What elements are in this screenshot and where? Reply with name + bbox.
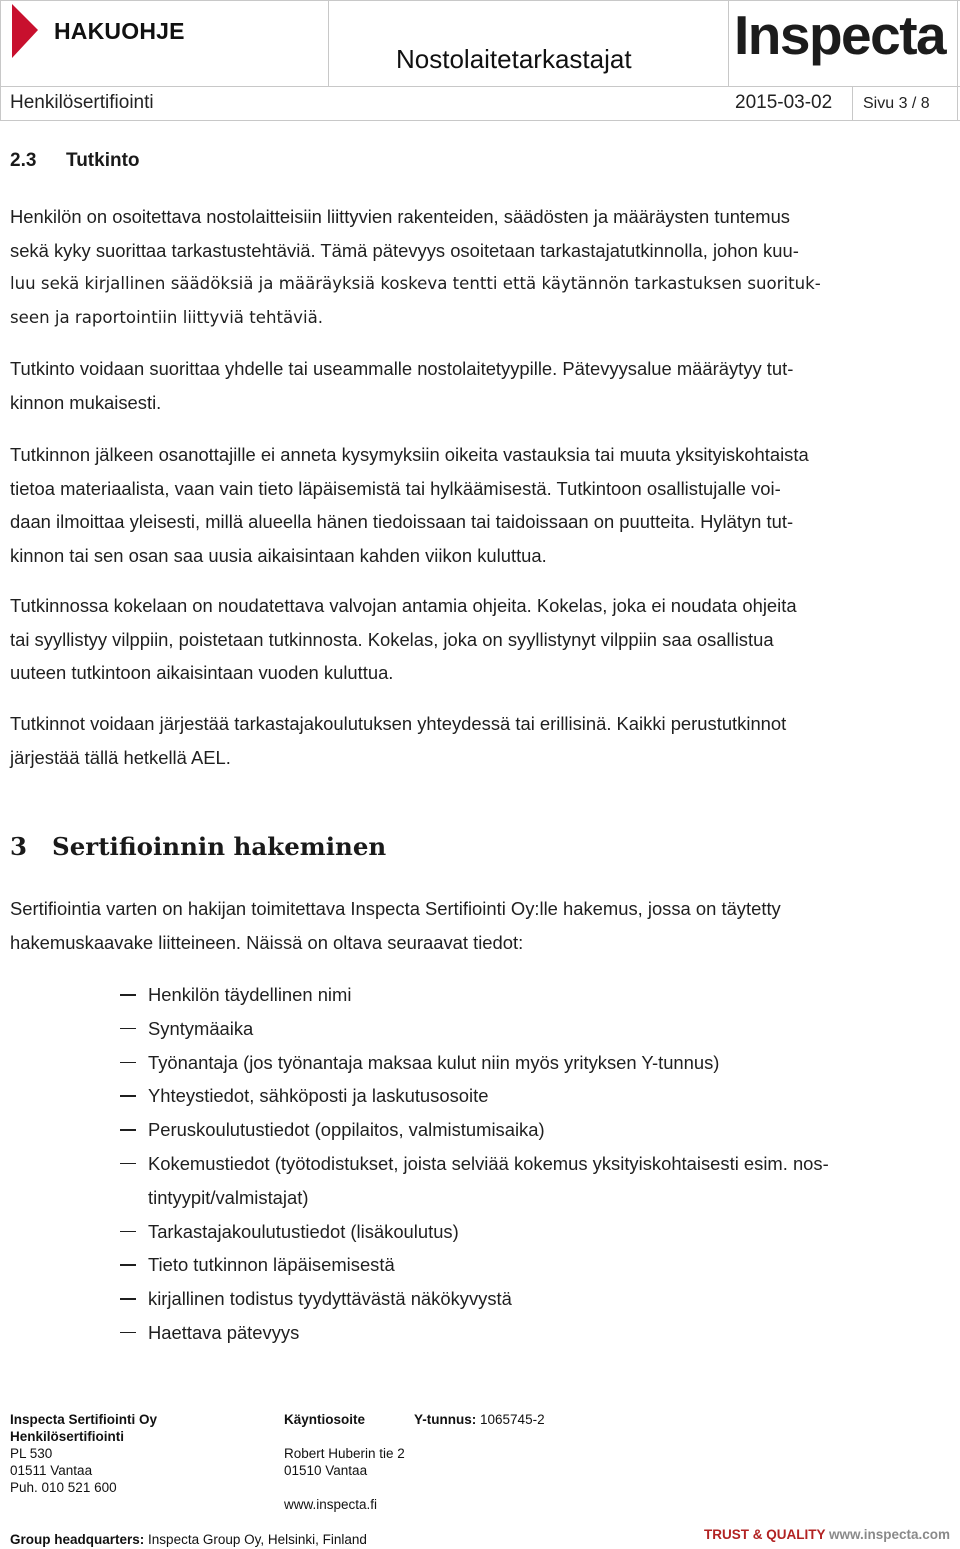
- section-heading-2-3: [10, 150, 140, 172]
- inspecta-logo: Inspecta: [734, 4, 946, 66]
- list-item: [120, 1316, 950, 1350]
- paragraph-requirements: [10, 200, 950, 334]
- list-item-text: kirjallinen todistus tyydyttävästä näkökyvystä: [148, 1288, 512, 1310]
- page-number: Sivu 3 / 8: [863, 95, 930, 112]
- header-divider: [328, 0, 329, 86]
- paragraph-line: hakemuskaavake liitteineen. Näissä on oltava seuraavat tiedot:: [10, 931, 524, 953]
- list-item: [120, 1046, 950, 1080]
- paragraph-line: tietoa materiaalista, vaan vain tieto läpäisemistä tai hylkäämisestä. Tutkintoon osallistujalle voi-: [10, 477, 781, 499]
- paragraph-conduct: [10, 589, 950, 690]
- footer-headquarters: [10, 1532, 367, 1547]
- list-item: [120, 1147, 950, 1215]
- dash-bullet-icon: [120, 1231, 136, 1233]
- paragraph-line: luu sekä kirjallinen säädöksiä ja määräyksiä koskeva tentti että käytännön tarkastuksen suorituk-: [10, 274, 821, 293]
- dash-bullet-icon: [120, 1129, 136, 1131]
- list-item-text: Tarkastajakoulutustiedot (lisäkoulutus): [148, 1220, 459, 1242]
- paragraph-line: sekä kyky suorittaa tarkastustehtäviä. Tämä pätevyys osoitetaan tarkastajatutkinnolla, johon kuu-: [10, 239, 799, 261]
- header-border-right: [957, 0, 958, 121]
- section-title: Sertifioinnin hakeminen: [52, 832, 387, 861]
- footer-po-box: PL 530: [10, 1446, 53, 1461]
- footer-street: Robert Huberin tie 2: [284, 1446, 405, 1461]
- header-divider: [852, 86, 853, 120]
- list-item-text: Työnantaja (jos työnantaja maksaa kulut niin myös yrityksen Y-tunnus): [148, 1051, 720, 1073]
- paragraph-line: Tutkinto voidaan suorittaa yhdelle tai useammalle nostolaitetyypille. Pätevyysalue määräytyy tut-: [10, 358, 794, 379]
- paragraph-line: Tutkinnossa kokelaan on noudatettava valvojan antamia ohjeita. Kokelas, joka ei noudata ohjeita: [10, 595, 797, 616]
- list-item-text: Henkilön täydellinen nimi: [148, 984, 352, 1005]
- paragraph-scope: [10, 352, 950, 419]
- dash-bullet-icon: [120, 1264, 136, 1266]
- footer-phone: Puh. 010 521 600: [10, 1480, 117, 1495]
- list-item: [120, 1012, 950, 1046]
- list-item: [120, 1248, 950, 1282]
- footer-hq-value: Inspecta Group Oy, Helsinki, Finland: [148, 1532, 367, 1547]
- dash-bullet-icon: [120, 1028, 136, 1030]
- header-border-top: [0, 0, 960, 1]
- dash-bullet-icon: [120, 1298, 136, 1300]
- paragraph-line: Sertifiointia varten on hakijan toimitettava Inspecta Sertifiointi Oy:lle hakemus, jossa on täytetty: [10, 898, 781, 919]
- paragraph-line: kinnon tai sen osan saa uusia aikaisintaan kahden viikon kuluttua.: [10, 544, 547, 566]
- list-item-text: Tieto tutkinnon läpäisemisestä: [148, 1254, 395, 1276]
- section-number: 3: [10, 832, 28, 861]
- header-border-left: [0, 0, 1, 121]
- page-header: [0, 0, 960, 122]
- list-item: [120, 1215, 950, 1249]
- document-type: HAKUOHJE: [54, 18, 185, 44]
- footer-business-id-value: 1065745-2: [480, 1412, 545, 1427]
- footer-postal: 01511 Vantaa: [10, 1463, 93, 1478]
- paragraph-line: Tutkinnon jälkeen osanottajille ei anneta kysymyksiin oikeita vastauksia tai muuta yksityiskohtaista: [10, 444, 809, 465]
- footer-visit-label: Käyntiosoite: [284, 1412, 366, 1427]
- list-item-text: Kokemustiedot (työtodistukset, joista selviää kokemus yksityiskohtaisesti esim. nos-: [148, 1152, 829, 1174]
- document-title: Nostolaitetarkastajat: [396, 44, 632, 74]
- paragraph-application-intro: [10, 892, 950, 959]
- required-information-list: [120, 978, 950, 1350]
- list-item-text: Peruskoulutustiedot (oppilaitos, valmistumisaika): [148, 1119, 545, 1141]
- section-title: Tutkinto: [66, 150, 140, 171]
- list-item: [120, 978, 950, 1012]
- footer-business-id-label: Y-tunnus:: [414, 1412, 477, 1427]
- tagline-url[interactable]: www.inspecta.com: [829, 1527, 951, 1542]
- paragraph-line: tai syyllistyy vilppiin, poistetaan tutkinnosta. Kokelas, joka on syyllistynyt vilppiin saa osallistua: [10, 628, 774, 650]
- dash-bullet-icon: [120, 1095, 136, 1097]
- section-heading-3: [10, 832, 386, 861]
- paragraph-line: Henkilön on osoitettava nostolaitteisiin liittyvien rakenteiden, säädösten ja määräysten tuntemus: [10, 206, 791, 227]
- list-item: [120, 1113, 950, 1147]
- paragraph-line: kinnon mukaisesti.: [10, 391, 162, 413]
- header-border-middle: [0, 86, 960, 87]
- header-border-bottom: [0, 120, 960, 121]
- footer-website-link[interactable]: www.inspecta.fi: [284, 1497, 378, 1512]
- paragraph-line: järjestää tällä hetkellä AEL.: [10, 746, 231, 768]
- footer-company: Inspecta Sertifiointi Oy: [10, 1412, 158, 1427]
- dash-bullet-icon: [120, 1332, 136, 1334]
- list-item-text: tintyypit/valmistajat): [148, 1186, 309, 1208]
- list-item-text: Haettava pätevyys: [148, 1321, 300, 1343]
- list-item-text: Syntymäaika: [148, 1017, 254, 1039]
- dash-bullet-icon: [120, 994, 136, 996]
- paragraph-line: uuteen tutkintoon aikaisintaan vuoden kuluttua.: [10, 662, 394, 683]
- red-flag-mark-icon: [12, 4, 40, 60]
- document-date: 2015-03-02: [735, 92, 833, 113]
- paragraph-organisation: [10, 707, 950, 774]
- dash-bullet-icon: [120, 1163, 136, 1165]
- paragraph-line: Tutkinnot voidaan järjestää tarkastajakoulutuksen yhteydessä tai erillisinä. Kaikki perustutkinnot: [10, 713, 787, 734]
- list-item: [120, 1282, 950, 1316]
- list-item-text: Yhteystiedot, sähköposti ja laskutusosoite: [148, 1085, 489, 1107]
- header-divider: [728, 0, 729, 86]
- footer-tagline: [704, 1527, 950, 1542]
- footer-unit: Henkilösertifiointi: [10, 1429, 125, 1444]
- tagline-text: TRUST & QUALITY: [704, 1527, 826, 1542]
- list-item: [120, 1079, 950, 1113]
- department: Henkilösertifiointi: [10, 92, 154, 113]
- paragraph-results: [10, 438, 950, 572]
- footer-hq-label: Group headquarters:: [10, 1532, 145, 1547]
- paragraph-line: seen ja raportointiin liittyviä tehtäviä.: [10, 307, 324, 327]
- section-number: 2.3: [10, 150, 37, 171]
- dash-bullet-icon: [120, 1062, 136, 1064]
- footer-visit-postal: 01510 Vantaa: [284, 1463, 368, 1478]
- footer-business-id: [414, 1412, 545, 1427]
- paragraph-line: daan ilmoittaa yleisesti, millä alueella hänen tiedoissaan tai taidoissaan on puutteita. Hylätyn tut-: [10, 511, 794, 532]
